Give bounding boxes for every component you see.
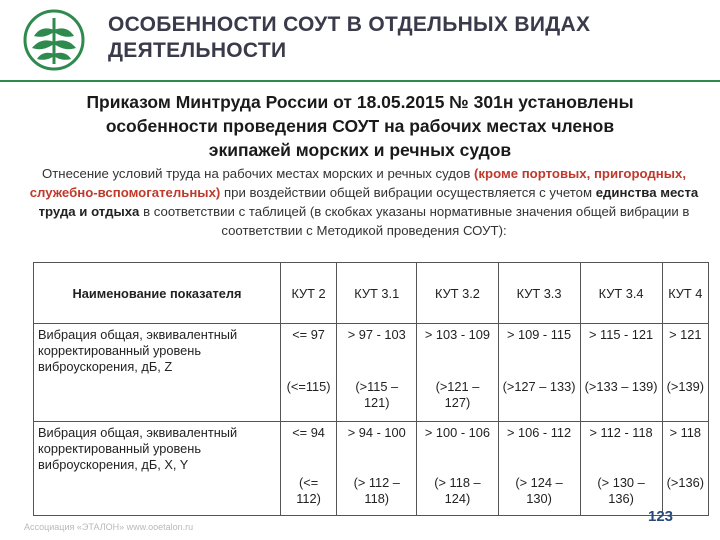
- body-bold-highlight: единства места труда и отдыха: [38, 185, 699, 219]
- cell-normative: (>115 – 121): [337, 376, 417, 422]
- row-label-xy: Вибрация общая, эквивалентный корректированный уровень виброускорения, дБ, X, Y: [34, 422, 281, 516]
- cell-normative: (> 112 – 118): [337, 472, 417, 516]
- lead-line-3: экипажей морских и речных судов: [208, 140, 512, 160]
- header-indicator-name: Наименование показателя: [34, 263, 281, 324]
- page-title: [108, 12, 708, 64]
- table-header-row: [34, 263, 709, 324]
- cell-normative: (<= 112): [281, 472, 337, 516]
- vibration-table: [33, 262, 709, 516]
- header-kut-3-4: КУТ 3.4: [580, 263, 662, 324]
- cell-value: > 112 - 118: [580, 422, 662, 472]
- cell-value: > 118: [662, 422, 708, 472]
- cell-value: > 121: [662, 324, 708, 376]
- cell-normative: (>121 – 127): [417, 376, 498, 422]
- cell-normative: (> 130 – 136): [580, 472, 662, 516]
- cell-normative: (>127 – 133): [498, 376, 580, 422]
- header-kut-3-2: КУТ 3.2: [417, 263, 498, 324]
- header-divider: [0, 80, 720, 82]
- cell-value: > 103 - 109: [417, 324, 498, 376]
- header-kut-3-3: КУТ 3.3: [498, 263, 580, 324]
- body-paragraph: [16, 164, 712, 240]
- cell-value: > 115 - 121: [580, 324, 662, 376]
- cell-value: > 94 - 100: [337, 422, 417, 472]
- cell-normative: (>139): [662, 376, 708, 422]
- body-text-part-2: при воздействии общей вибрации осуществляется с учетом: [220, 185, 596, 200]
- title-line-2: ДЕЯТЕЛЬНОСТИ: [108, 39, 287, 62]
- header-kut-2: КУТ 2: [281, 263, 337, 324]
- footer-association: Ассоциация «ЭТАЛОН» www.ooetalon.ru: [24, 522, 194, 532]
- body-text-part-3: в соответствии с таблицей (в скобках указаны нормативные значения общей вибрации в соответствии с Методикой проведения СОУТ):: [139, 204, 690, 238]
- header-kut-3-1: КУТ 3.1: [337, 263, 417, 324]
- cell-value: <= 94: [281, 422, 337, 472]
- cell-value: > 97 - 103: [337, 324, 417, 376]
- title-line-1: ОСОБЕННОСТИ СОУТ В ОТДЕЛЬНЫХ ВИДАХ: [108, 13, 591, 36]
- cell-value: > 109 - 115: [498, 324, 580, 376]
- lead-line-2: особенности проведения СОУТ на рабочих местах членов: [105, 116, 615, 136]
- table-row: [34, 324, 709, 376]
- cell-normative: (>133 – 139): [580, 376, 662, 422]
- table-row: [34, 422, 709, 472]
- lead-line-1: Приказом Минтруда России от 18.05.2015 № 301н установлены: [86, 92, 634, 112]
- cell-value: > 106 - 112: [498, 422, 580, 472]
- cell-normative: (<=115): [281, 376, 337, 422]
- page-number: 123: [648, 508, 674, 525]
- cell-normative: (> 118 – 124): [417, 472, 498, 516]
- cell-value: > 100 - 106: [417, 422, 498, 472]
- header-kut-4: КУТ 4: [662, 263, 708, 324]
- cell-value: <= 97: [281, 324, 337, 376]
- body-exception-highlight: (кроме портовых, пригородных, служебно-вспомогательных): [29, 166, 687, 200]
- cell-normative: (>136): [662, 472, 708, 516]
- cell-normative: (> 124 – 130): [498, 472, 580, 516]
- row-label-z: Вибрация общая, эквивалентный корректированный уровень виброускорения, дБ, Z: [34, 324, 281, 422]
- lead-paragraph: [20, 90, 700, 162]
- leaf-emblem-logo-icon: [22, 8, 86, 72]
- body-text-part-1: Отнесение условий труда на рабочих местах морских и речных судов: [41, 166, 475, 181]
